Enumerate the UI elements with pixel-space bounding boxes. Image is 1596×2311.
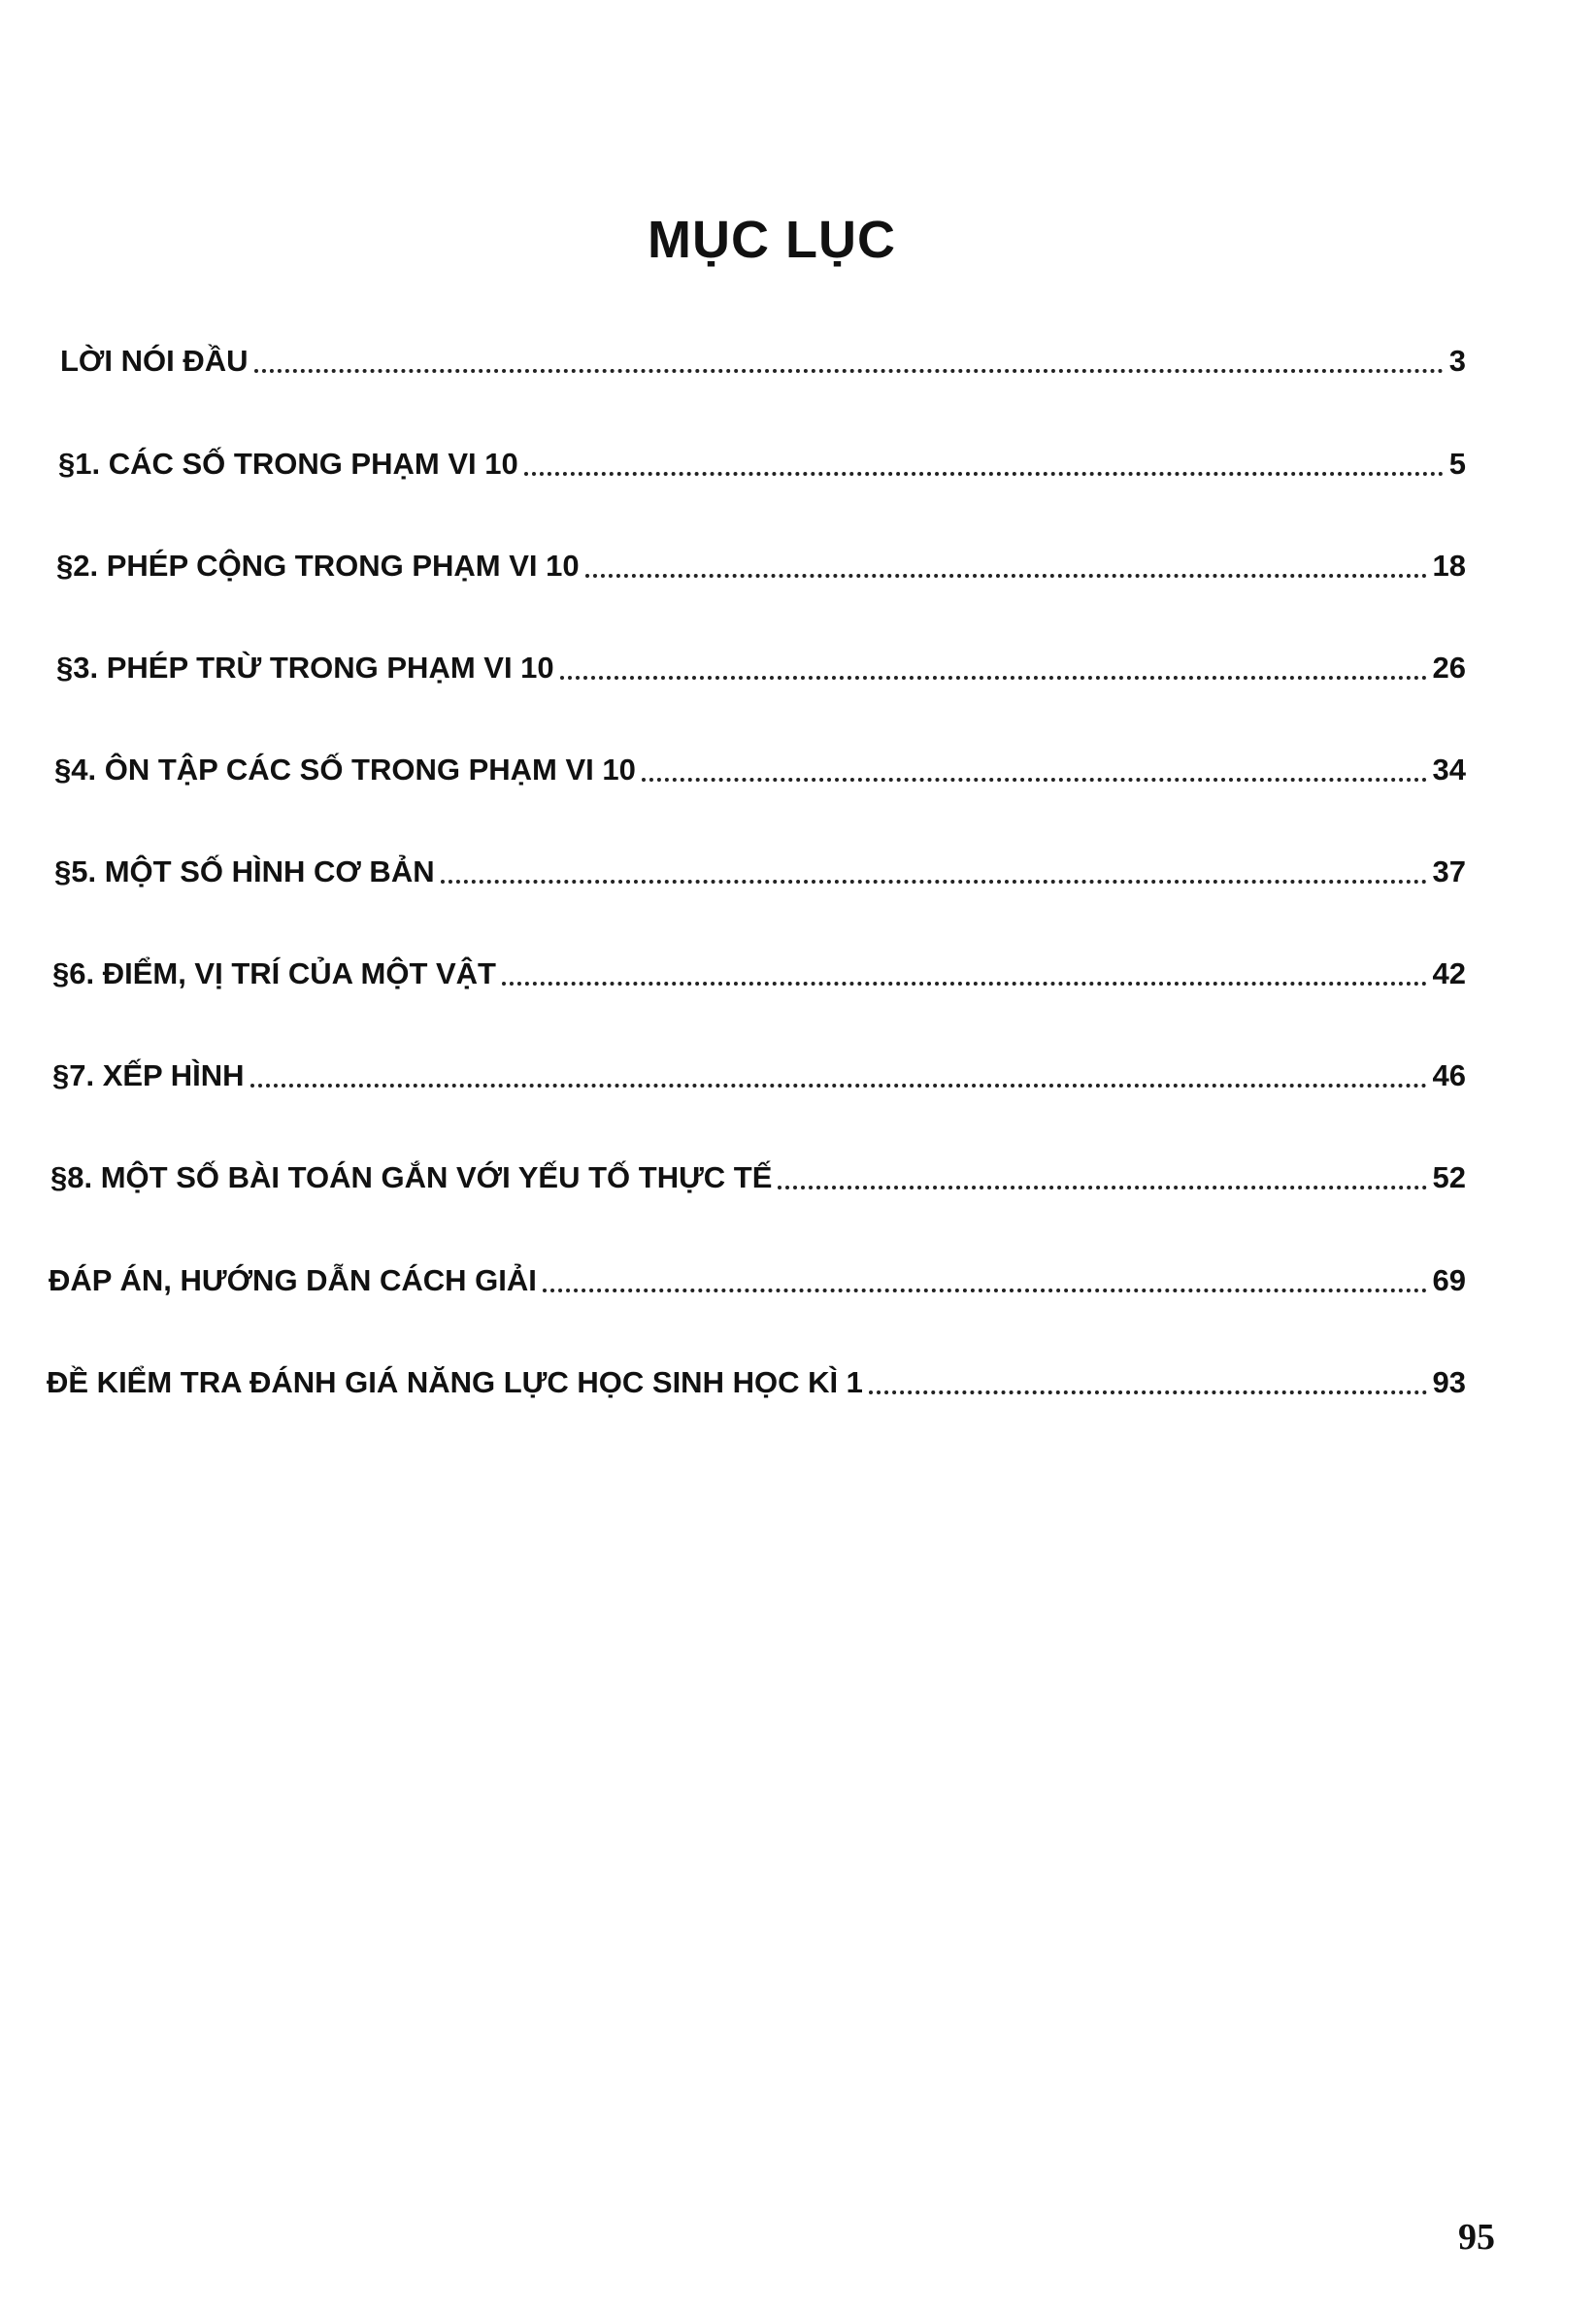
- toc-dot-leader: [560, 676, 1427, 680]
- toc-entry: [56, 643, 1466, 686]
- toc-entry-page: 93: [1432, 1365, 1466, 1399]
- toc-entry-page: 42: [1432, 956, 1466, 990]
- toc-entry: [58, 439, 1466, 482]
- toc-entry-label: §2. PHÉP CỘNG TRONG PHẠM VI 10: [56, 549, 580, 583]
- toc-entry-page: 52: [1432, 1160, 1466, 1194]
- page-number: 95: [1458, 2217, 1495, 2258]
- toc-entry: [47, 1357, 1466, 1400]
- toc-dot-leader: [778, 1186, 1426, 1189]
- toc-entry: [54, 847, 1466, 889]
- page-title: MỤC LỤC: [648, 211, 896, 269]
- toc-entry-label: LỜI NÓI ĐẦU: [60, 344, 249, 378]
- toc-entry-label: §1. CÁC SỐ TRONG PHẠM VI 10: [58, 447, 518, 481]
- toc-entry-page: 3: [1448, 344, 1466, 378]
- toc-entry-label: ĐÁP ÁN, HƯỚNG DẪN CÁCH GIẢI: [49, 1263, 537, 1297]
- toc-entry-label: §8. MỘT SỐ BÀI TOÁN GẮN VỚI YẾU TỐ THỰC TẾ: [50, 1160, 773, 1194]
- toc-entry-page: 18: [1432, 549, 1466, 583]
- toc-entry-label: §7. XẾP HÌNH: [52, 1058, 245, 1092]
- toc-entry-label: §4. ÔN TẬP CÁC SỐ TRONG PHẠM VI 10: [54, 753, 636, 787]
- toc-entry-label: §5. MỘT SỐ HÌNH CƠ BẢN: [54, 854, 435, 888]
- toc-entry: [50, 1153, 1466, 1195]
- toc-entry-page: 46: [1432, 1058, 1466, 1092]
- toc-dot-leader: [524, 472, 1444, 476]
- toc-entry-page: 69: [1432, 1263, 1466, 1297]
- toc-dot-leader: [543, 1289, 1427, 1292]
- toc-entry: [52, 949, 1466, 991]
- toc-dot-leader: [254, 369, 1444, 373]
- toc-entry-label: ĐỀ KIỂM TRA ĐÁNH GIÁ NĂNG LỰC HỌC SINH HỌC KÌ 1: [47, 1365, 863, 1399]
- toc-entry: [52, 1051, 1466, 1093]
- toc-entry-label: §3. PHÉP TRỪ TRONG PHẠM VI 10: [56, 651, 554, 685]
- toc-entry-page: 5: [1448, 447, 1466, 481]
- toc-dot-leader: [250, 1084, 1427, 1088]
- toc-dot-leader: [869, 1390, 1427, 1394]
- toc-entry: [56, 541, 1466, 584]
- toc-dot-leader: [441, 880, 1427, 884]
- toc-dot-leader: [502, 982, 1427, 986]
- toc-entry: [60, 336, 1466, 379]
- toc-entry-page: 37: [1432, 854, 1466, 888]
- toc-dot-leader: [585, 574, 1427, 578]
- toc-entry: [54, 745, 1466, 787]
- toc-dot-leader: [642, 778, 1427, 782]
- toc-entry: [49, 1256, 1466, 1298]
- toc-entry-label: §6. ĐIỂM, VỊ TRÍ CỦA MỘT VẬT: [52, 956, 496, 990]
- toc-entry-page: 34: [1432, 753, 1466, 787]
- toc-entry-page: 26: [1432, 651, 1466, 685]
